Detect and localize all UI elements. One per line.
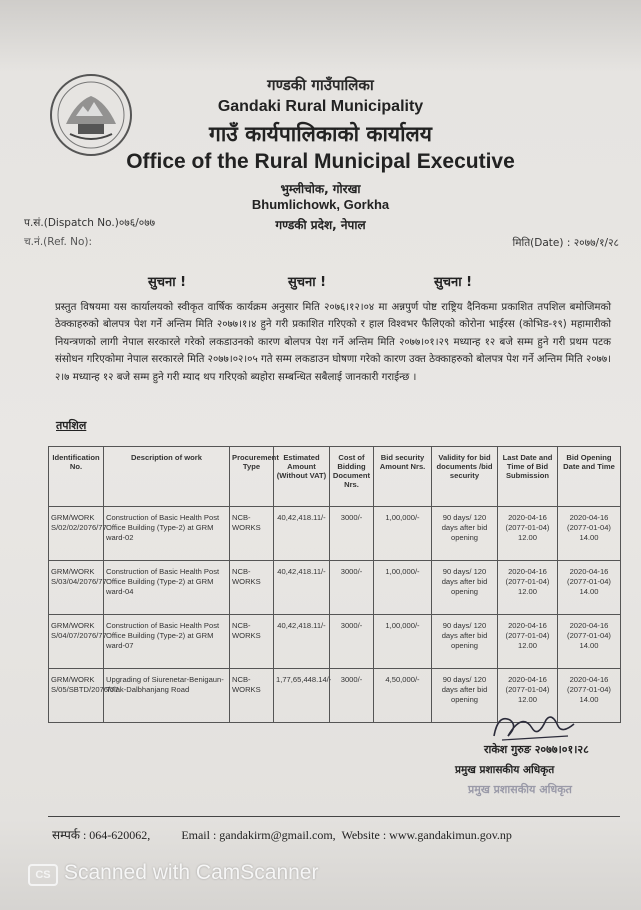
table-cell: 1,00,000/- xyxy=(374,561,432,615)
table-cell: 4,50,000/- xyxy=(374,669,432,723)
table-caption: तपशिल xyxy=(56,419,87,432)
table-cell: NCB-WORKS xyxy=(230,507,274,561)
header-cell: Description of work xyxy=(104,447,230,507)
footer-email: Email : gandakirm@gmail.com, xyxy=(181,828,336,842)
table-cell: NCB-WORKS xyxy=(230,561,274,615)
camscanner-logo: CS xyxy=(28,864,58,886)
footer-phone: सम्पर्क : 064-620062, xyxy=(52,828,151,842)
signatory-title: प्रमुख प्रशासकीय अधिकृत xyxy=(455,764,555,776)
official-stamp: प्रमुख प्रशासकीय अधिकृत xyxy=(468,783,572,796)
letter-date: मिति(Date) : २०७७/१/२८ xyxy=(512,237,619,249)
table-cell: Construction of Basic Health Post Office Building (Type-2) at GRM ward-07 xyxy=(104,615,230,669)
table-cell: 3000/- xyxy=(330,615,374,669)
table-cell: 40,42,418.11/- xyxy=(274,507,330,561)
header-cell: Last Date and Time of Bid Submission xyxy=(498,447,558,507)
table-cell: 2020-04-16 (2077-01-04) 12.00 xyxy=(498,561,558,615)
header-cell: Estimated Amount (Without VAT) xyxy=(274,447,330,507)
table-header-row xyxy=(49,447,621,507)
watermark-text: Scanned with CamScanner xyxy=(64,861,319,884)
table-cell: GRM/WORK S/02/02/2076/77 xyxy=(49,507,104,561)
nepali-province: गण्डकी प्रदेश, नेपाल xyxy=(275,218,366,232)
table-cell: 3000/- xyxy=(330,507,374,561)
english-office-name: Office of the Rural Municipal Executive xyxy=(126,150,515,173)
table-cell: 2020-04-16 (2077-01-04) 14.00 xyxy=(558,507,621,561)
table-cell: Upgrading of Siurenetar-Benigaun-Tolak-Dalbhanjang Road xyxy=(104,669,230,723)
table-cell: GRM/WORK S/05/SBTD/2076/77 xyxy=(49,669,104,723)
header-cell: Bid security Amount Nrs. xyxy=(374,447,432,507)
header-cell: Cost of Bidding Document Nrs. xyxy=(330,447,374,507)
table-cell: GRM/WORK S/03/04/2076/77 xyxy=(49,561,104,615)
header-cell: Identification No. xyxy=(49,447,104,507)
footer-website: Website : www.gandakimun.gov.np xyxy=(341,828,512,842)
table-cell: GRM/WORK S/04/07/2076/77 xyxy=(49,615,104,669)
notice-heading: सुचना ! xyxy=(288,275,327,290)
table-cell: 2020-04-16 (2077-01-04) 12.00 xyxy=(498,669,558,723)
table-cell: 2020-04-16 (2077-01-04) 14.00 xyxy=(558,615,621,669)
header-cell: Bid Opening Date and Time xyxy=(558,447,621,507)
table-cell: 2020-04-16 (2077-01-04) 14.00 xyxy=(558,669,621,723)
english-address: Bhumlichowk, Gorkha xyxy=(251,197,390,212)
notice-heading: सुचना ! xyxy=(148,275,187,290)
nepali-municipality-name: गण्डकी गाउँपालिका xyxy=(267,76,374,94)
table-cell: Construction of Basic Health Post Office Building (Type-2) at GRM ward-04 xyxy=(104,561,230,615)
table-cell: 2020-04-16 (2077-01-04) 14.00 xyxy=(558,561,621,615)
notice-heading: सुचना ! xyxy=(434,275,473,290)
notice-body: प्रस्तुत विषयमा यस कार्यालयको स्वीकृत वार्षिक कार्यक्रम अनुसार मिति २०७६।१२।०४ मा अन्नपुर्ण पोष्ट राष्ट्रिय दैनिकमा प्रकाशित तपशिल बमोजिमको ठेक्काहरुको बोलपत्र पेश गर्ने अन्तिम मिति २०७७।१।४ हुने गरी प्रकाशित गरिएको र हाल विश्वभर फैलिएको कोरोना भाईरस (कोभिड-१९) महामारीको नियन्त्रणको लागी नेपाल सरकारले गरेको लकडाउनको कारण बोलपत्र पेश गर्ने अन्तिम मिति २०७७।०१।२९ मध्यान्ह १२ बजे सम्म हुने गरी प्रथम पटक संसोधन गरिएकोमा नेपाल सरकारले मिति २०७७।०२।०५ गते सम्म लकडाउन घोषणा गरेको कारण उक्त ठेक्काहरुको बोलपत्र पेश गर्ने अन्तिम मिति २०७७।२।७ मध्यान्ह १२ बजे सम्म हुने गरी म्याद थप गरिएको ब्यहोरा सम्बन्धित सबैलाई जानकारी गराईन्छ । xyxy=(55,302,611,383)
table-cell: 1,00,000/- xyxy=(374,615,432,669)
bid-table xyxy=(48,446,621,723)
dispatch-number: प.सं.(Dispatch No.)०७६/०७७ xyxy=(24,217,156,229)
table-cell: NCB-WORKS xyxy=(230,615,274,669)
table-cell: 40,42,418.11/- xyxy=(274,615,330,669)
table-cell: 90 days/ 120 days after bid opening xyxy=(432,615,498,669)
nepali-address: भुम्लीचोक, गोरखा xyxy=(280,182,361,196)
table-cell: 90 days/ 120 days after bid opening xyxy=(432,669,498,723)
table-cell: NCB-WORKS xyxy=(230,669,274,723)
table-row xyxy=(49,615,621,669)
scanner-watermark xyxy=(0,855,641,910)
table-cell: 2020-04-16 (2077-01-04) 12.00 xyxy=(498,615,558,669)
header-cell: Procurement Type xyxy=(230,447,274,507)
table-cell: 90 days/ 120 days after bid opening xyxy=(432,507,498,561)
table-cell: 40,42,418.11/- xyxy=(274,561,330,615)
table-row xyxy=(49,507,621,561)
english-municipality-name: Gandaki Rural Municipality xyxy=(217,98,424,115)
table-cell: 3000/- xyxy=(330,669,374,723)
signatory-name: राकेश गुरुङ २०७७।०१।२८ xyxy=(484,743,589,756)
header-cell: Validity for bid documents /bid security xyxy=(432,447,498,507)
table-cell: 90 days/ 120 days after bid opening xyxy=(432,561,498,615)
table-cell: 3000/- xyxy=(330,561,374,615)
contact-footer xyxy=(52,826,512,843)
table-cell: 1,77,65,448.14/- xyxy=(274,669,330,723)
table-cell: Construction of Basic Health Post Office Building (Type-2) at GRM ward-02 xyxy=(104,507,230,561)
reference-number: च.नं.(Ref. No): xyxy=(24,236,93,248)
table-cell: 1,00,000/- xyxy=(374,507,432,561)
table-cell: 2020-04-16 (2077-01-04) 12.00 xyxy=(498,507,558,561)
table-row xyxy=(49,561,621,615)
footer-divider xyxy=(48,816,620,817)
nepali-office-name: गाउँ कार्यपालिकाको कार्यालय xyxy=(209,122,432,146)
